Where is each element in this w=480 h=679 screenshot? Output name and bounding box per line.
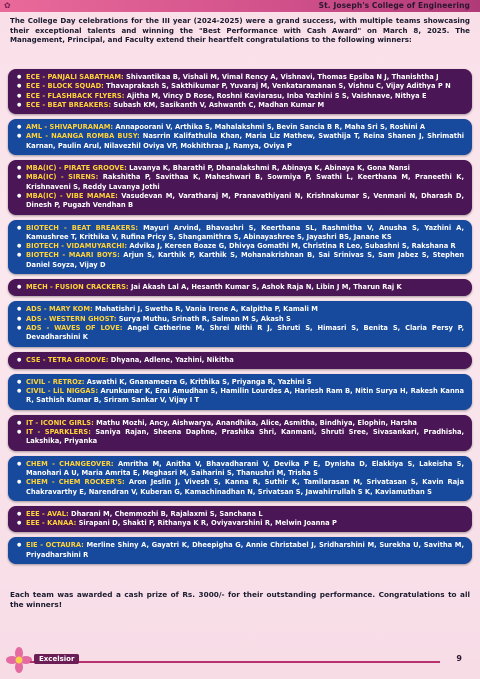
team-entry: [26, 378, 464, 387]
team-list: [16, 541, 464, 560]
team-name: CHEM - CHEM ROCKER'S:: [26, 478, 125, 487]
team-members: Aswathi K, Gnanameera G, Krithika S, Priyanga R, Yazhini S: [84, 377, 312, 386]
team-name: AML - SHIVAPURANAM:: [26, 123, 114, 132]
team-members: Shivantikaa B, Vishali M, Vimal Rency A, Vishnavi, Thomas Epsiba N J, Thanishtha J: [123, 73, 439, 81]
team-list: [16, 305, 464, 342]
winners-block: [8, 506, 472, 533]
footer-divider: [30, 661, 440, 663]
header-bar: [0, 0, 480, 12]
team-entry: [26, 283, 464, 292]
flower-icon: [6, 647, 32, 673]
team-entry: [26, 315, 464, 324]
team-name: IT - SPARKLERS:: [26, 428, 91, 437]
team-entry: [26, 101, 464, 110]
team-name: CSE - TETRA GROOVE:: [26, 355, 109, 364]
team-name: ECE - PANJALI SABATHAM:: [26, 73, 124, 81]
team-members: Amritha M, Anitha V, Bhavadharani V, Devika P E, Dynisha D, Elakkiya S, Lakeisha S, Manohari A U, Maria Amrita E, Meghasri M, Saiharini S, Thanushri M, Trisha S: [26, 459, 464, 477]
team-entry: [26, 519, 464, 528]
team-list: [16, 419, 464, 447]
closing-paragraph: Each team was awarded a cash prize of Rs. 3000/- for their outstanding performance. Congratulations to all the winners!: [10, 590, 470, 609]
winners-block: [8, 69, 472, 114]
team-members: Mathu Mozhi, Ancy, Aishwarya, Anandhika, Alice, Asmitha, Bindhiya, Elophin, Harsha: [93, 418, 418, 427]
team-members: Ajitha M, Vincy D Rose, Roshni Kaviarasu, Inba Yazhini S S, Vaishnave, Nithya E: [124, 91, 427, 100]
team-name: ADS - WESTERN GHOST:: [26, 314, 117, 323]
team-name: BIOTECH - BEAT BREAKERS:: [26, 223, 139, 232]
team-entry: [26, 192, 464, 211]
team-members: Mahatishri J, Swetha R, Vania Irene A, Kalpitha P, Kamali M: [92, 305, 318, 314]
team-members: Annapoorani V, Arthika S, Mahalakshmi S, Bevin Sancia B R, Maha Sri S, Roshini A: [113, 123, 426, 132]
winners-block: [8, 119, 472, 155]
team-list: [16, 164, 464, 210]
team-entry: [26, 324, 464, 343]
team-members: Subash KM, Sasikanth V, Ashwanth C, Madhan Kumar M: [111, 100, 325, 109]
winners-block: [8, 301, 472, 346]
team-name: ECE - BLOCK SQUAD:: [26, 82, 104, 91]
team-name: EEE - KANAA:: [26, 519, 77, 528]
team-members: Dharani M, Chemmozhi B, Rajalaxmi S, Sanchana L: [68, 509, 263, 518]
team-members: Jai Akash Lal A, Hesanth Kumar S, Ashok Raja N, Libin J M, Tharun Raj K: [128, 283, 402, 292]
team-name: MBA(IC) - PIRATE GROOVE:: [26, 164, 127, 173]
team-list: [16, 378, 464, 406]
team-entry: [26, 73, 464, 82]
team-list: [16, 510, 464, 529]
team-members: Dhyana, Adlene, Yazhini, Nikitha: [108, 355, 234, 364]
team-entry: [26, 428, 464, 447]
intro-paragraph: The College Day celebrations for the III year (2024-2025) were a grand success, with multiple teams showcasing their exceptional talents and winning the "Best Performance with Cash Award" on March 8, 2025. The Management, Principal, and Faculty extend their heartfelt congratulations to the following winners:: [10, 16, 470, 45]
team-name: AML - NAANGA ROMBA BUSY:: [26, 132, 140, 141]
team-members: Advika J, Kereen Boaze G, Dhivya Gomathi M, Christina R Leo, Subashni S, Rakshana R: [127, 242, 456, 251]
team-entry: [26, 132, 464, 151]
butterfly-icon: ✿: [4, 1, 11, 10]
team-entry: [26, 478, 464, 497]
winners-block: [8, 415, 472, 451]
team-name: ADS - WAVES OF LOVE:: [26, 323, 123, 332]
team-members: Sirapani D, Shakti P, Rithanya K R, Oviyavarshini R, Melwin Joanna P: [76, 519, 337, 528]
team-name: MECH - FUSION CRACKERS:: [26, 283, 129, 292]
team-name: ECE - FLASHBACK FLYERS:: [26, 91, 125, 100]
team-members: Mayuri Arvind, Bhavashri S, Keerthana SL, Rashmitha V, Anusha S, Yazhini A, Kamushree T, Krithika V, Rufina Pricy S, Shangamithra S, Abinayashree S, Jayashri BS, Janane KS: [26, 223, 464, 241]
team-members: Aron Jeslin J, Vivesh S, Kanna R, Suthir K, Tamilarasan M, Srivatasan S, Kavin Raja Chakravarthy E, Narendran V, Kuberan G, Kamachinadhan N, Srivatsan S, Jawahirrullah S K, Kaviamuthan S: [26, 478, 464, 496]
team-entry: [26, 541, 464, 560]
college-name: St. Joseph's College of Engineering: [318, 1, 470, 10]
winners-block: [8, 279, 472, 296]
team-name: MBA(IC) - VIBE MAMAE:: [26, 191, 118, 200]
team-name: BIOTECH - VIDAMUYARCHI:: [26, 242, 128, 251]
team-name: ECE - BEAT BREAKERS:: [26, 100, 112, 109]
team-entry: [26, 82, 464, 91]
team-entry: [26, 387, 464, 406]
team-entry: [26, 510, 464, 519]
winners-block: [8, 352, 472, 369]
winners-block: [8, 537, 472, 564]
team-entry: [26, 460, 464, 479]
team-name: EIE - OCTAURA:: [26, 541, 84, 550]
team-members: Merline Shiny A, Gayatri K, Dheepigha G, Annie Christabel J, Sridharshini M, Surekha U, Savitha M, Priyadharshini R: [26, 541, 464, 559]
team-members: Surya Muthu, Srinath R, Salman M S, Akash S: [116, 314, 291, 323]
team-members: Angel Catherine M, Shrei Nithi R J, Shruti S, Himasri S, Benita S, Claria Persy P, Devadharshini K: [26, 323, 464, 342]
winners-block: [8, 160, 472, 214]
team-members: Lavanya K, Bharathi P, Dhanalakshmi R, Abinaya K, Abinaya K, Gona Nansi: [126, 164, 410, 173]
team-entry: [26, 251, 464, 270]
team-list: [16, 73, 464, 110]
team-list: [16, 283, 464, 292]
team-members: Arjun S, Karthik P, Karthik S, Mohanakrishnan B, Sai Srinivas S, Sam Jabez S, Stephen Daniel Soyza, Vijay D: [26, 251, 465, 269]
team-name: EEE - AVAL:: [26, 509, 69, 518]
team-members: Rakshitha P, Savithaa K, Maheshwari B, Sowmiya P, Swathi L, Keerthana M, Praneethi K, Krishnaveni S, Reddy Lavanya Jothi: [26, 173, 464, 191]
team-entry: [26, 92, 464, 101]
team-members: Arunkumar K, Erai Amudhan S, Hamilin Lourdes A, Hariesh Ram B, Nitin Surya H, Rakesh Kanna R, Sathish Kumar B, Sriram Sankar V, Vijay I T: [26, 387, 464, 405]
team-entry: [26, 305, 464, 314]
team-name: CIVIL - RETROz:: [26, 377, 85, 386]
team-entry: [26, 419, 464, 428]
team-name: IT - ICONIC GIRLS:: [26, 418, 94, 427]
team-entry: [26, 173, 464, 192]
team-list: [16, 356, 464, 365]
team-name: MBA(IC) - SIRENS:: [26, 173, 99, 182]
team-entry: [26, 356, 464, 365]
page-number: 9: [456, 654, 462, 663]
team-name: ADS - MARY KOM:: [26, 305, 93, 314]
team-members: Vasudevan M, Varatharaj M, Pranavathiyani N, Krishnakumar S, Venmani N, Dharash D, Dinesh P, Pugazh Vendhan B: [26, 191, 464, 210]
team-name: CIVIL - LiL NIGGAS:: [26, 387, 99, 396]
winners-block: [8, 456, 472, 501]
team-entry: [26, 242, 464, 251]
winners-block: [8, 374, 472, 410]
winners-list: [8, 69, 472, 569]
team-members: Nasrrin Kalifathulla Khan, Maria Liz Mathew, Swathija T, Reina Shanen J, Shrimathi Karnan, Paulin Arul, Nilavezhil Oviya VP, Mokhithraa J, Ramya, Oviya P: [26, 132, 465, 150]
team-members: Saniya Rajan, Sheena Daphne, Prashika Shri, Kanmani, Shruti Sree, Sivasankari, Pradhisha, Lakshika, Priyanka: [26, 428, 465, 446]
team-entry: [26, 123, 464, 132]
team-name: BIOTECH - MAARI BOYS:: [26, 251, 120, 260]
team-list: [16, 460, 464, 497]
footer-label: Excelsior: [34, 654, 79, 664]
team-list: [16, 224, 464, 270]
team-list: [16, 123, 464, 151]
team-name: CHEM - CHANGEOVER:: [26, 459, 114, 468]
winners-block: [8, 220, 472, 274]
team-members: Thavaprakash S, Sakthikumar P, Yuvaraj M, Venkataramanan S, Vishnu C, Vijay Adithya P N: [103, 82, 451, 91]
team-entry: [26, 164, 464, 173]
team-entry: [26, 224, 464, 243]
